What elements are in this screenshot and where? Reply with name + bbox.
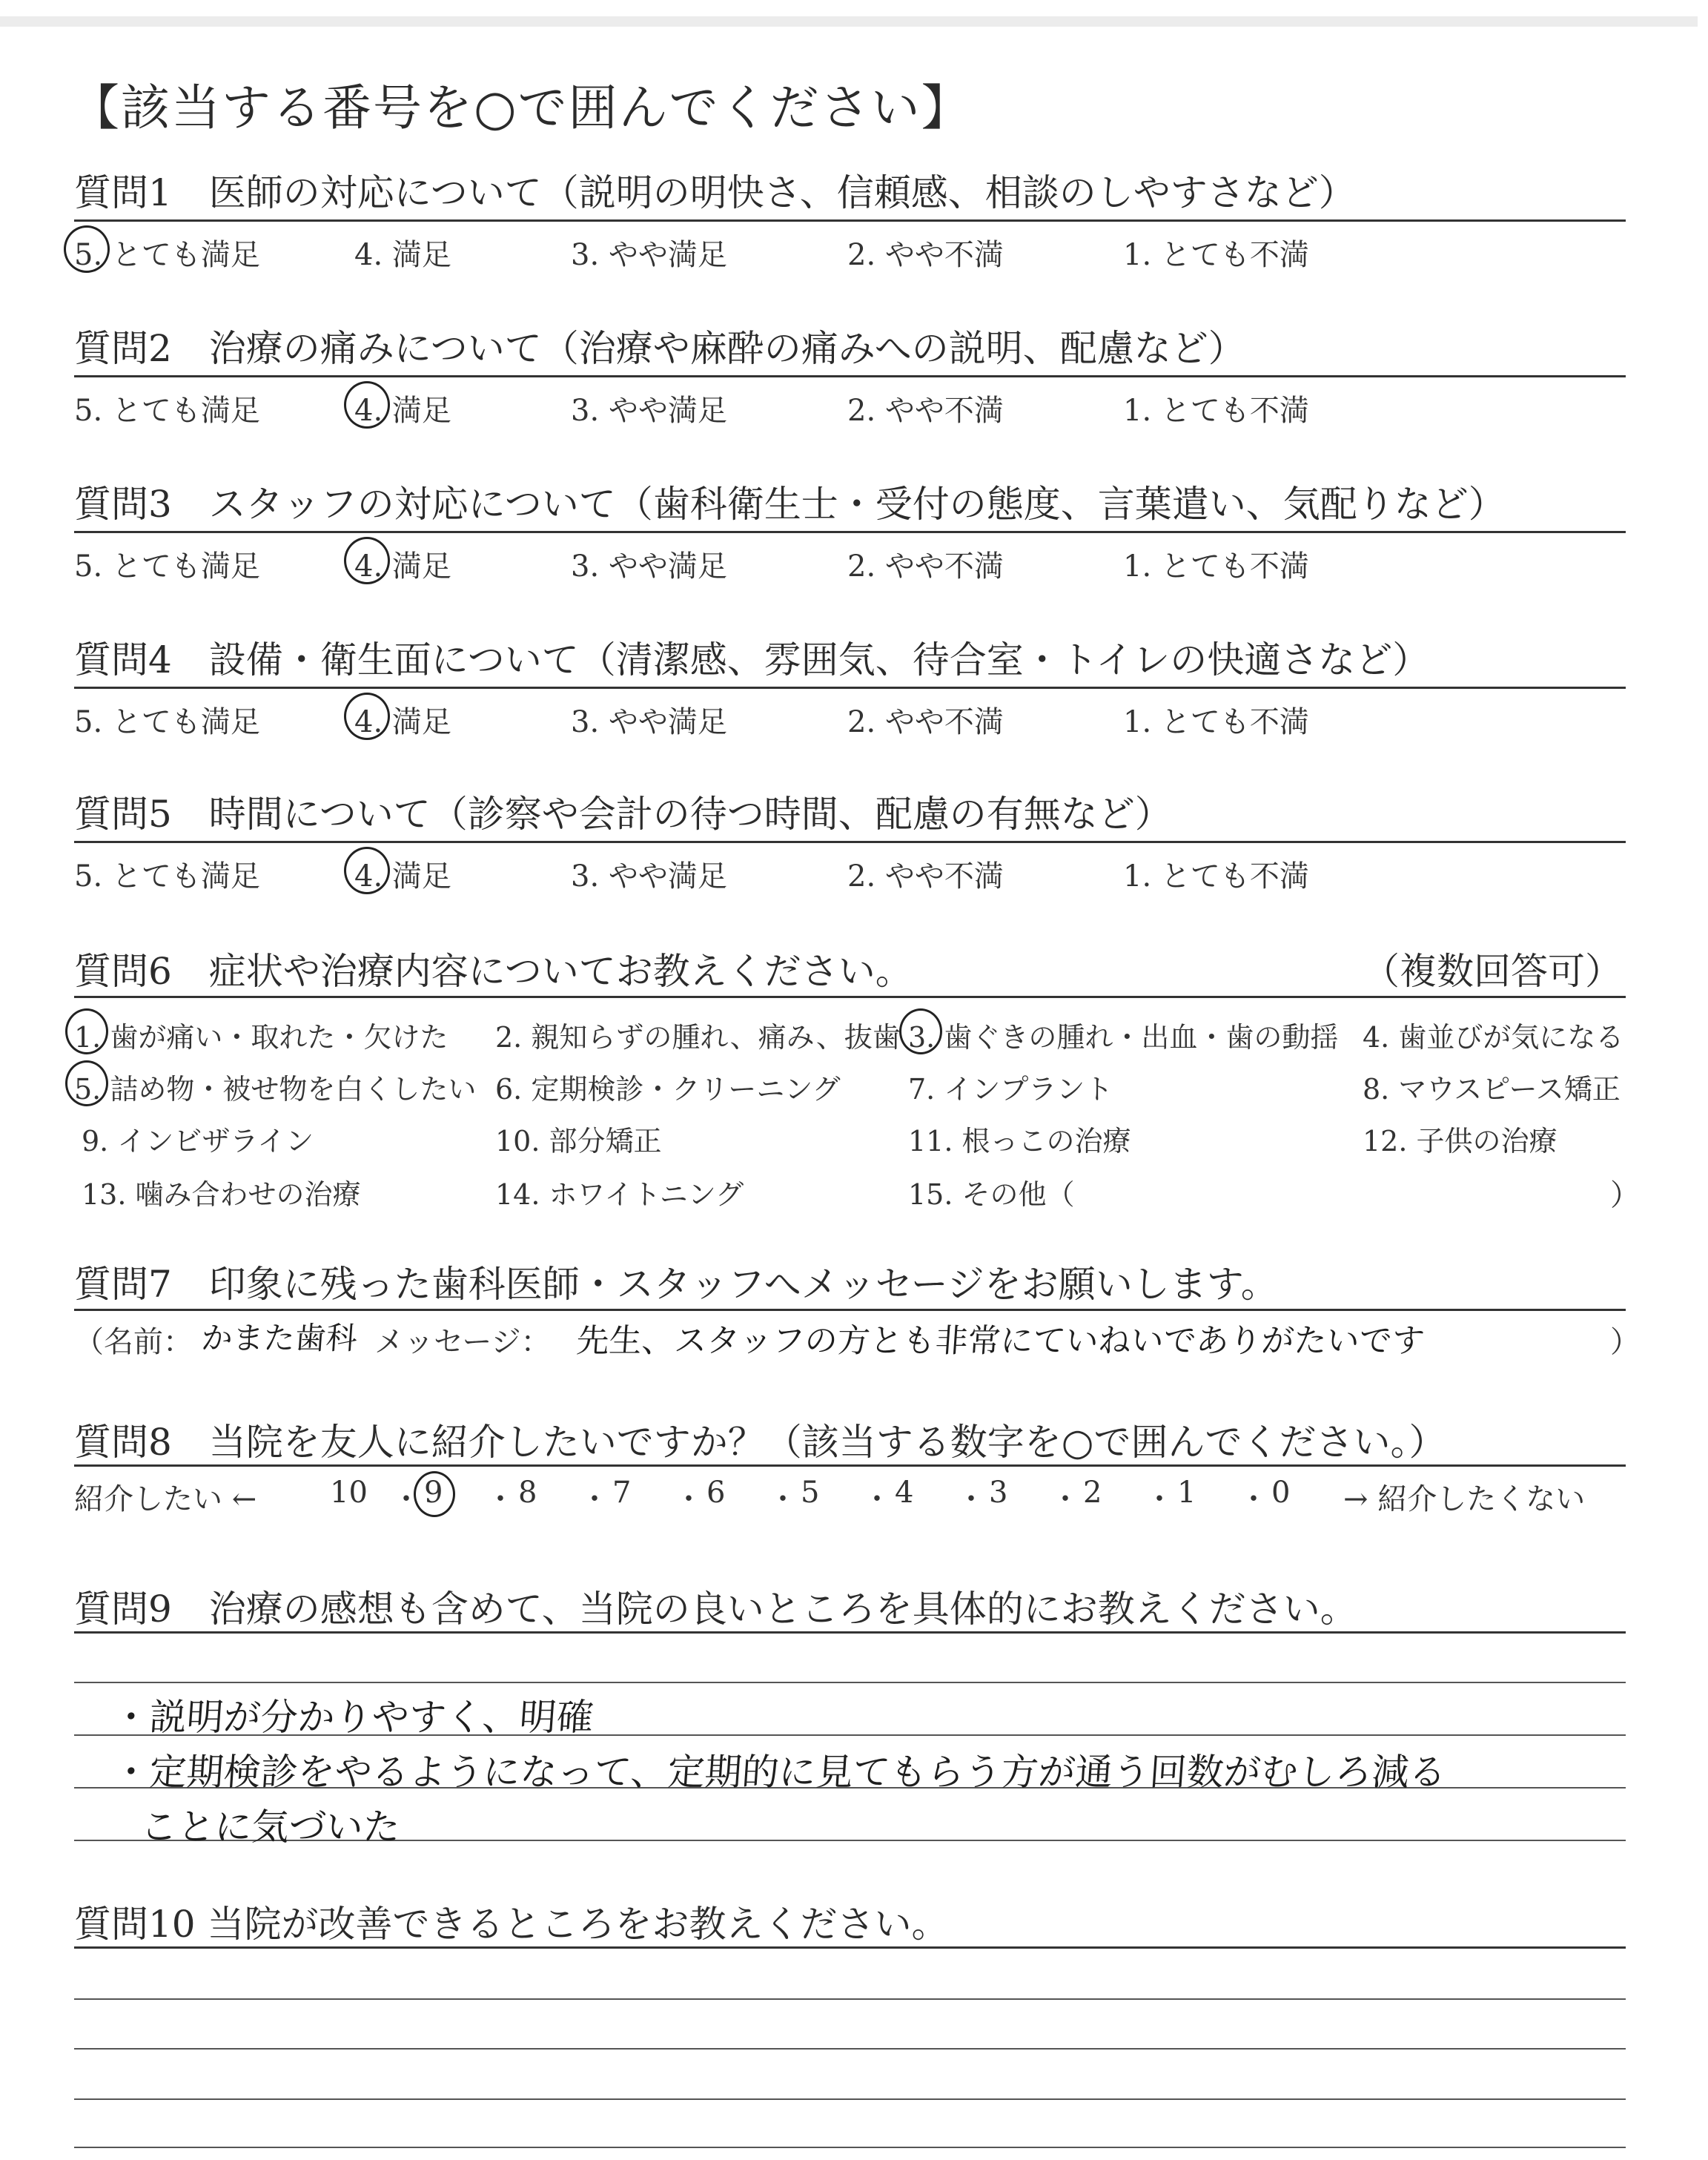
q8-value-5[interactable]: 5 [801, 1476, 820, 1510]
q7-name-value: かまた歯科 [200, 1320, 359, 1356]
q7-message-label: メッセージ： [374, 1325, 551, 1359]
q3-option-1[interactable]: 1. とても不満 [1123, 549, 1309, 584]
q1-option-1[interactable]: 1. とても不満 [1123, 238, 1309, 272]
q3-heading: 質問3 スタッフの対応について（歯科衛生士・受付の態度、言葉遣い、気配りなど） [74, 483, 1506, 526]
q6-option-11[interactable]: 11. 根っこの治療 [908, 1125, 1131, 1157]
q5-selected-circle [344, 847, 390, 894]
q2-option-5[interactable]: 5. とても満足 [74, 394, 260, 428]
q1-rule [74, 219, 1626, 222]
q8-value-10[interactable]: 10 [330, 1476, 368, 1510]
q9-heading: 質問9 治療の感想も含めて、当院の良いところを具体的にお教えください。 [74, 1588, 1357, 1631]
q6-option-8[interactable]: 8. マウスピース矯正 [1363, 1073, 1621, 1106]
q5-option-1[interactable]: 1. とても不満 [1123, 859, 1309, 894]
q2-option-1[interactable]: 1. とても不満 [1123, 394, 1309, 428]
q8-separator-dot: ・ [1050, 1482, 1080, 1516]
q2-option-2[interactable]: 2. やや不満 [847, 394, 1004, 428]
q4-option-2[interactable]: 2. やや不満 [847, 705, 1004, 739]
q8-value-1[interactable]: 1 [1177, 1476, 1196, 1510]
q4-option-5[interactable]: 5. とても満足 [74, 705, 260, 739]
q6-selected-circle-5 [65, 1060, 108, 1106]
q6-option-10[interactable]: 10. 部分矯正 [495, 1125, 662, 1157]
q8-separator-dot: ・ [956, 1482, 986, 1516]
q8-value-0[interactable]: 0 [1271, 1476, 1291, 1510]
q6-selected-circle-3 [899, 1008, 942, 1054]
q3-option-4[interactable]: 4. 満足 [354, 549, 451, 584]
q8-heading: 質問8 当院を友人に紹介したいですか？（該当する数字を○で囲んでください。） [74, 1421, 1446, 1464]
q7-rule [74, 1309, 1626, 1311]
q2-option-3[interactable]: 3. やや満足 [571, 394, 727, 428]
q8-separator-dot: ・ [1145, 1482, 1174, 1516]
q6-option-1[interactable]: 1. 歯が痛い・取れた・欠けた [74, 1021, 448, 1054]
q6-heading: 質問6 症状や治療内容についてお教えください。 [74, 950, 913, 993]
q1-option-3[interactable]: 3. やや満足 [571, 238, 727, 272]
q6-option-13[interactable]: 13. 噛み合わせの治療 [82, 1178, 361, 1211]
q6-note: （複数回答可） [1363, 950, 1622, 993]
q1-heading: 質問1 医師の対応について（説明の明快さ、信頼感、相談のしやすさなど） [74, 171, 1356, 214]
q4-option-1[interactable]: 1. とても不満 [1123, 705, 1309, 739]
q3-option-5[interactable]: 5. とても満足 [74, 549, 260, 584]
q7-heading: 質問7 印象に残った歯科医師・スタッフへメッセージをお願いします。 [74, 1263, 1278, 1306]
q10-heading: 質問10 当院が改善できるところをお教えください。 [74, 1903, 949, 1946]
q6-rule [74, 996, 1626, 998]
q8-separator-dot: ・ [674, 1482, 704, 1516]
q6-other-close: ） [1610, 1178, 1640, 1212]
q8-value-9[interactable]: 9 [424, 1476, 443, 1510]
q9-answer-3: ことに気づいた [139, 1806, 402, 1849]
q4-option-3[interactable]: 3. やや満足 [571, 705, 727, 739]
q6-option-15[interactable]: 15. その他（ [908, 1178, 1075, 1211]
q8-value-2[interactable]: 2 [1083, 1476, 1102, 1510]
q2-option-4[interactable]: 4. 満足 [354, 394, 451, 428]
q9-answer-2: ・定期検診をやるようになって、定期的に見てもらう方が通う回数がむしろ減る [110, 1751, 1448, 1794]
q10-line-4 [74, 2147, 1626, 2148]
q6-selected-circle-1 [65, 1008, 108, 1054]
page-title: 【該当する番号を○で囲んでください】 [70, 79, 972, 136]
q6-option-12[interactable]: 12. 子供の治療 [1363, 1125, 1558, 1157]
q8-separator-dot: ・ [391, 1482, 421, 1516]
q8-separator-dot: ・ [862, 1482, 892, 1516]
q5-option-4[interactable]: 4. 満足 [354, 859, 451, 894]
q9-answer-1: ・説明が分かりやすく、明確 [110, 1696, 595, 1739]
q8-separator-dot: ・ [486, 1482, 515, 1516]
q10-line-1 [74, 1998, 1626, 2000]
q5-heading: 質問5 時間について（診察や会計の待つ時間、配慮の有無など） [74, 793, 1172, 836]
q5-option-5[interactable]: 5. とても満足 [74, 859, 260, 894]
q8-selected-circle [414, 1471, 455, 1517]
q6-option-2[interactable]: 2. 親知らずの腫れ、痛み、抜歯 [495, 1021, 901, 1054]
q9-rule [74, 1631, 1626, 1634]
q8-value-7[interactable]: 7 [612, 1476, 632, 1510]
q3-option-2[interactable]: 2. やや不満 [847, 549, 1004, 584]
q6-option-4[interactable]: 4. 歯並びが気になる [1363, 1021, 1624, 1054]
q4-rule [74, 687, 1626, 689]
q4-option-4[interactable]: 4. 満足 [354, 705, 451, 739]
q10-rule [74, 1946, 1626, 1949]
q6-option-9[interactable]: 9. インビザライン [82, 1125, 314, 1157]
q8-separator-dot: ・ [1239, 1482, 1268, 1516]
q6-option-5[interactable]: 5. 詰め物・被せ物を白くしたい [74, 1073, 477, 1106]
q7-close: ） [1610, 1325, 1640, 1359]
q10-line-2 [74, 2048, 1626, 2050]
q8-separator-dot: ・ [580, 1482, 609, 1516]
q2-heading: 質問2 治療の痛みについて（治療や麻酔の痛みへの説明、配慮など） [74, 327, 1245, 370]
q8-right-label: → 紹介したくない [1343, 1482, 1586, 1516]
q7-message-value: 先生、スタッフの方とも非常にていねいでありがたいです [575, 1322, 1426, 1360]
q2-selected-circle [344, 381, 390, 429]
q8-value-4[interactable]: 4 [895, 1476, 914, 1510]
q3-selected-circle [344, 537, 390, 584]
q8-value-8[interactable]: 8 [518, 1476, 537, 1510]
q3-option-3[interactable]: 3. やや満足 [571, 549, 727, 584]
q8-rule [74, 1464, 1626, 1467]
q5-rule [74, 841, 1626, 843]
q8-left-label: 紹介したい ← [74, 1482, 257, 1516]
q6-option-3[interactable]: 3. 歯ぐきの腫れ・出血・歯の動揺 [908, 1021, 1339, 1054]
q7-name-label: （名前： [74, 1325, 193, 1359]
q8-value-6[interactable]: 6 [706, 1476, 726, 1510]
q4-heading: 質問4 設備・衛生面について（清潔感、雰囲気、待合室・トイレの快適さなど） [74, 638, 1430, 681]
q3-rule [74, 531, 1626, 533]
q10-line-3 [74, 2098, 1626, 2100]
q4-selected-circle [344, 693, 390, 740]
q6-option-6[interactable]: 6. 定期検診・クリーニング [495, 1073, 841, 1106]
q5-option-3[interactable]: 3. やや満足 [571, 859, 727, 894]
q1-selected-circle [64, 225, 110, 273]
q5-option-2[interactable]: 2. やや不満 [847, 859, 1004, 894]
q1-option-2[interactable]: 2. やや不満 [847, 238, 1004, 272]
q1-option-4[interactable]: 4. 満足 [354, 238, 451, 272]
q6-option-7[interactable]: 7. インプラント [908, 1073, 1113, 1106]
q8-separator-dot: ・ [768, 1482, 798, 1516]
q2-rule [74, 375, 1626, 377]
scan-top-band [0, 16, 1698, 27]
q8-value-3[interactable]: 3 [989, 1476, 1008, 1510]
q9-line-1 [74, 1682, 1626, 1683]
q1-option-5[interactable]: 5. とても満足 [74, 238, 260, 272]
q6-option-14[interactable]: 14. ホワイトニング [495, 1178, 744, 1211]
